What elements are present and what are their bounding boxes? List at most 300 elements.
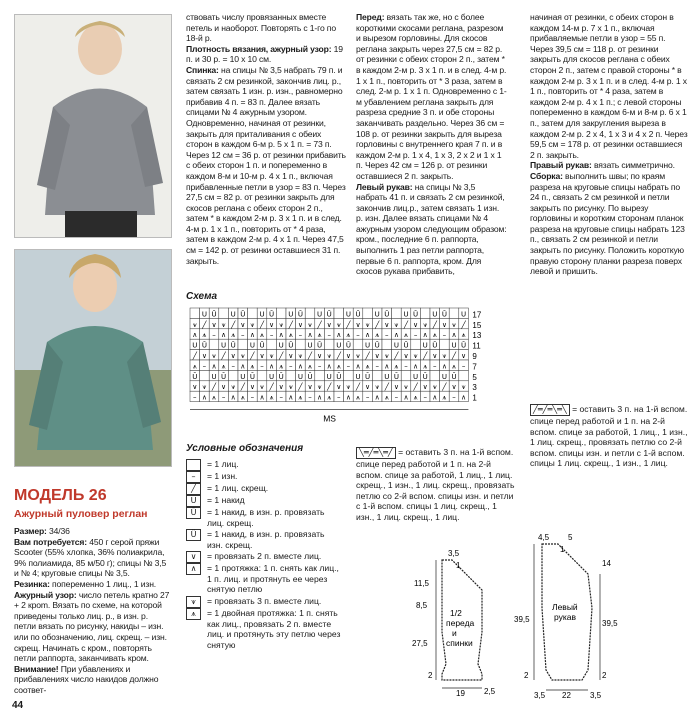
chart-cell-symbol: ∨ bbox=[432, 352, 438, 360]
sleeve-dim-10: 22 bbox=[562, 691, 571, 700]
legend-item bbox=[186, 608, 342, 650]
chart-cell-symbol: ⩛ bbox=[212, 352, 216, 360]
chart-cell-symbol: ∧ bbox=[307, 331, 313, 340]
legend-text: = 1 накид bbox=[207, 495, 245, 505]
chart-cell-symbol: – bbox=[193, 393, 197, 402]
chart-cell-symbol: ⩚ bbox=[192, 362, 197, 371]
chart-cell-symbol: ╱ bbox=[317, 320, 322, 329]
chart-title: Схема bbox=[186, 291, 218, 302]
chart-cell-symbol: Ū bbox=[374, 341, 380, 350]
legend-text: = 1 протяжка: 1 п. снять как лиц., 1 п. лиц. и протянуть ее через снятую петлю bbox=[207, 563, 339, 595]
chart-cell-symbol: ∧ bbox=[345, 393, 351, 402]
body-dim-3: 11,5 bbox=[414, 579, 429, 588]
chart-cell-symbol: ∧ bbox=[297, 362, 303, 371]
chart-cell-symbol: Ū bbox=[451, 372, 457, 381]
legend-item bbox=[186, 459, 342, 471]
chart-row-number: 9 bbox=[472, 352, 477, 361]
chart-cell-symbol: ∧ bbox=[432, 393, 438, 402]
chart-row-number: 15 bbox=[472, 320, 482, 330]
front-label: Перед: bbox=[356, 12, 385, 22]
sleeve-schematic bbox=[512, 530, 622, 700]
sleeve-dim-2: 1 bbox=[560, 545, 565, 554]
legend-item bbox=[186, 529, 342, 550]
chart-cell bbox=[401, 370, 411, 380]
right-sleeve-label: Правый рукав: bbox=[530, 160, 592, 171]
chart-cell-symbol: ∨ bbox=[365, 383, 371, 392]
chart-cell-symbol: ⩚ bbox=[269, 393, 274, 402]
chart-cell-symbol: Ū bbox=[278, 372, 284, 381]
chart-cell-symbol: U bbox=[432, 310, 438, 319]
legend-item bbox=[186, 596, 342, 608]
model-subtitle: Ажурный пуловер реглан bbox=[14, 508, 148, 520]
legend-item bbox=[186, 471, 342, 483]
chart-cell-symbol: ⩚ bbox=[432, 331, 437, 340]
sleeve-dim-4: 14 bbox=[602, 559, 611, 568]
chart-cell-symbol: – bbox=[394, 393, 399, 402]
chart-cell-symbol: ⩛ bbox=[250, 320, 255, 329]
chart-cell-symbol: ⩚ bbox=[394, 362, 399, 371]
chart-cell-symbol: – bbox=[337, 393, 341, 402]
chart-cell-symbol: ∨ bbox=[393, 383, 399, 392]
chart-cell bbox=[190, 308, 200, 318]
chart-cell-symbol: ⩚ bbox=[375, 331, 380, 340]
chart-cell-symbol: – bbox=[442, 331, 447, 340]
sleeve-dim-11: 3,5 bbox=[590, 691, 602, 700]
chart-cell-symbol: Ū bbox=[307, 372, 313, 381]
sleeve-dim-5: 39,5 bbox=[514, 615, 530, 624]
chart-row-number: 3 bbox=[472, 383, 477, 393]
chart-cell bbox=[382, 339, 392, 349]
legend-symbol: ⩛ bbox=[186, 596, 201, 608]
chart-cell-symbol: ⩛ bbox=[346, 383, 351, 392]
chart-cell-symbol: ⩚ bbox=[384, 393, 389, 402]
chart-cell-symbol: ⩚ bbox=[279, 362, 284, 371]
instructions-column-4 bbox=[530, 12, 688, 277]
body-label: 1/2 переда и спинки bbox=[446, 608, 475, 648]
legend-symbol: U bbox=[186, 495, 201, 507]
chart-cell-symbol: U bbox=[384, 372, 390, 381]
body-dim-7: 19 bbox=[456, 689, 465, 696]
sleeve-dim-9: 3,5 bbox=[534, 691, 546, 700]
chart-cell-symbol: ∧ bbox=[288, 393, 294, 402]
chart-cell-symbol: ⩛ bbox=[452, 320, 456, 329]
chart-cell-symbol: ∨ bbox=[317, 352, 323, 360]
chart-row-number: 5 bbox=[472, 372, 477, 382]
chart-cell bbox=[305, 308, 315, 318]
chart-cell-symbol: – bbox=[346, 362, 351, 371]
chart-cell-symbol: – bbox=[365, 393, 370, 402]
chart-cell-symbol: ∨ bbox=[422, 383, 428, 392]
chart-cell bbox=[267, 339, 277, 349]
chart-cell-symbol: ∧ bbox=[249, 331, 255, 340]
chart-cell bbox=[296, 339, 306, 349]
cable-left-text: = оставить 3 п. на 1-й вспом. спице перед работой и 1 п. на 2-й вспом. спице за работой, 1 лиц., 1 лиц. скрещ., 1 изн., 1 лиц. скрещ., провязать петлю со 2-й вспом. спицы изн. и петли с 1-й вспом. спицы 1 лиц. скрещ., 1 изн., 1 лиц. скрещ., 1 лиц. bbox=[356, 447, 515, 522]
chart-cell-symbol: ∨ bbox=[374, 352, 380, 360]
chart-cell-symbol: U bbox=[278, 341, 284, 350]
chart-cell-symbol: ⩛ bbox=[384, 352, 389, 360]
chart-cell-symbol: Ū bbox=[365, 372, 371, 381]
chart-cell bbox=[286, 370, 296, 380]
needs-value: 450 г серой пряжи Scooter (55% хлопка, 36% полиакрила, 9% полиамида, 85 м/50 г); спицы № 3,5 и № 4; круговые спицы № 3,5. bbox=[14, 536, 167, 579]
chart-cell-symbol: ⩛ bbox=[413, 352, 418, 360]
cable-right-text: = оставить 3 п. на 1-й вспом. спице перед работой и 1 п. на 2-й вспом. спице за работой, 1 лиц., 1 изн., 1 лиц. скрещ., провязать петлю со 2-й вспом. спицы изн. и петли с 1-й вспом. спицы 1 лиц. скрещ., 1 изн., 1 лиц. bbox=[530, 404, 688, 469]
body-schematic bbox=[410, 546, 510, 696]
chart-cell-symbol: ∨ bbox=[221, 383, 227, 392]
chart-cell-symbol: ⩛ bbox=[221, 320, 226, 329]
chart-cell-symbol: ⩚ bbox=[356, 393, 360, 402]
chart-row-number: 13 bbox=[472, 331, 482, 341]
chart-cell-symbol: ⩛ bbox=[308, 320, 312, 329]
chart-cell-symbol: ╱ bbox=[365, 352, 370, 360]
front-value: вязать так же, но с более короткими скосами реглана, разрезом и вырезом горловины. Для скосов реглана закрыть через 27,5 см = 82 р. от резинки с обеих сторон 2 п., затем * в каждом 2-м р. 3 х 1 п. и в след. 4-м р. 1 х 1 п., повторить от * 3 раза, затем в след. 2-м р. 1 х 1 п. Одновременно с 1-м убавлением реглана закрыть для разреза средние 3 п. и обе стороны заканчивать раздельно. Через 36 см = 108 р. от резинки закрыть для выреза горловины с внутреннего края 7 п. и в каждом 2-м р. 1 х 4, 1 х 3, 2 х 2 и 1 х 1 п. Через 42 см = 126 р. от резинки оставшиеся 2 п. закрыть. bbox=[356, 12, 507, 181]
legend-symbol: – bbox=[186, 471, 201, 483]
chart-cell bbox=[209, 339, 219, 349]
chart-cell-symbol: – bbox=[404, 362, 408, 371]
chart-cell-symbol: Ū bbox=[413, 310, 419, 319]
density-value: 19 п. и 30 р. = 10 х 10 см. bbox=[186, 43, 343, 65]
chart-cell bbox=[324, 339, 334, 349]
chart-cell-symbol: ⩚ bbox=[327, 393, 332, 402]
woman-grey-sweater-illustration bbox=[15, 15, 171, 237]
chart-cell-symbol: – bbox=[202, 362, 207, 371]
chart-cell-symbol: Ū bbox=[230, 341, 236, 350]
legend-item bbox=[186, 483, 342, 495]
chart-cell-symbol: ╱ bbox=[250, 352, 255, 360]
chart-cell-symbol: ∨ bbox=[345, 352, 351, 360]
cable-left-symbol: ╲═╱═╲═╱ bbox=[356, 447, 396, 459]
chart-cell-symbol: U bbox=[413, 372, 419, 381]
chart-cell-symbol: ⩚ bbox=[260, 331, 264, 340]
chart-cell-symbol: Ū bbox=[441, 310, 447, 319]
chart-cell-symbol: ⩛ bbox=[279, 320, 284, 329]
chart-cell-symbol: – bbox=[269, 331, 274, 340]
legend-text: = 1 изн. bbox=[207, 471, 238, 481]
chart-cell-symbol: ⩛ bbox=[394, 320, 399, 329]
chart-cell-symbol: Ū bbox=[326, 310, 332, 319]
legend-item bbox=[186, 495, 342, 507]
chart-cell-symbol: ⩛ bbox=[461, 383, 466, 392]
size-label: Размер: bbox=[14, 526, 47, 536]
chart-cell-symbol: ∧ bbox=[192, 331, 198, 340]
chart-cell-symbol: ∨ bbox=[211, 320, 217, 329]
chart-cell-symbol: ╱ bbox=[346, 320, 351, 329]
chart-cell bbox=[200, 370, 210, 380]
chart-cell-symbol: ∨ bbox=[201, 352, 207, 360]
sleeve-dim-6: 39,5 bbox=[602, 619, 618, 628]
chart-cell-symbol: Ū bbox=[201, 341, 207, 350]
chart-cell-symbol: ∨ bbox=[278, 383, 284, 392]
chart-cell-symbol: – bbox=[250, 393, 255, 402]
chart-cell-symbol: ∨ bbox=[249, 383, 255, 392]
chart-cell bbox=[344, 370, 354, 380]
chart-cell-symbol: ⩛ bbox=[192, 320, 197, 329]
chart-cell-symbol: ╱ bbox=[231, 320, 236, 329]
legend-symbol: ╱ bbox=[186, 483, 201, 495]
chart-cell-symbol: ∧ bbox=[336, 331, 342, 340]
chart-cell-symbol: ∨ bbox=[355, 320, 361, 329]
chart-cell-symbol: ∨ bbox=[307, 383, 313, 392]
chart-cell-symbol: ⩚ bbox=[202, 331, 207, 340]
chart-cell-symbol: ╱ bbox=[375, 320, 380, 329]
chart-cell-symbol: – bbox=[289, 362, 293, 371]
body-dim-4: 8,5 bbox=[416, 601, 428, 610]
woman-teal-sweater-illustration bbox=[15, 250, 171, 466]
chart-cell-symbol: U bbox=[441, 372, 447, 381]
legend-symbol: ⩚ bbox=[186, 608, 201, 620]
chart-cell-symbol: Ū bbox=[355, 310, 361, 319]
chart-cell-symbol: ∧ bbox=[230, 393, 236, 402]
chart-cell-symbol: ╱ bbox=[442, 383, 447, 392]
chart-cell-symbol: Ū bbox=[221, 372, 227, 381]
chart-cell bbox=[440, 339, 450, 349]
chart-cell-symbol: ∨ bbox=[451, 383, 457, 392]
chart-cell-symbol: ∧ bbox=[422, 331, 428, 340]
chart-cell-symbol: ╱ bbox=[451, 352, 457, 360]
chart-cell-symbol: ⩛ bbox=[327, 352, 332, 360]
chart-cell-symbol: U bbox=[297, 372, 303, 381]
density-label: Плотность вязания, ажурный узор: bbox=[186, 43, 332, 54]
chart-cell bbox=[228, 370, 238, 380]
chart-cell-symbol: ╱ bbox=[413, 383, 418, 392]
assembly-label: Сборка: bbox=[530, 170, 563, 181]
cable-right-symbol: ╱═╱═╲═╲ bbox=[530, 404, 570, 416]
chart-cell-symbol: ╱ bbox=[259, 320, 265, 329]
chart-cell-symbol: ╱ bbox=[403, 320, 409, 329]
chart-cell bbox=[392, 308, 402, 318]
chart-cell-symbol: ⩛ bbox=[375, 383, 380, 392]
cable-pattern-right bbox=[530, 404, 688, 469]
chart-cell-symbol: ⩛ bbox=[365, 320, 370, 329]
chart-cell-symbol: U bbox=[307, 341, 313, 350]
chart-cell-symbol: U bbox=[192, 341, 198, 350]
chart-cell-symbol: – bbox=[279, 393, 283, 402]
chart-row-number: 1 bbox=[472, 393, 477, 403]
chart-cell bbox=[238, 339, 248, 349]
body-dim-1: 3,5 bbox=[448, 549, 460, 558]
chart-cell-symbol: U bbox=[336, 341, 342, 350]
model-photo-2 bbox=[14, 249, 172, 467]
chart-cell-symbol: Ū bbox=[297, 310, 303, 319]
chart-cell-symbol: ⩛ bbox=[356, 352, 360, 360]
back-value: на спицы № 3,5 набрать 79 п. и связать 2 см резинкой, закончив лиц. р., затем связать 1 изн. р. изн., равномерно прибавив 4 п. = 83 п. Далее вязать спицами № 4 ажурным узором. Одновременно, начиная от резинки, закрыть для приталивания с обеих сторон в каждом 6-м р. 5 х 1 п. = 73 п. Через 12 см = 36 р. от резинки прибавить с обеих сторон 1 п. и попеременно в каждом 8-м и 10-м р. 4 х 1 п., включая прибавленные петли в узор = 83 п. Через 27,5 см = 82 р. от резинки закрыть для скосов реглана с обеих сторон 2 п., затем * в каждом 2-м р. 3 х 1 п. и в след. 4-м р. 1 х 1 п., повторить от * 4 раза, затем в каждом 2-м р. 4 х 1 п. Через 47,5 см = 142 р. от резинки оставшиеся 31 п. закрыть. bbox=[186, 64, 346, 266]
chart-cell-symbol: ╱ bbox=[288, 320, 293, 329]
continuation-text: ствовать числу провязанных вместе петель и наоборот. Повторять с 1-го по 18-й р. bbox=[186, 12, 336, 44]
legend-title: Условные обозначения bbox=[186, 443, 304, 454]
chart-cell-symbol: ╱ bbox=[240, 383, 245, 392]
chart-cell-symbol: ╱ bbox=[221, 352, 226, 360]
legend-symbol bbox=[186, 459, 201, 471]
chart-cell-symbol: U bbox=[461, 310, 467, 319]
chart-cell-symbol: U bbox=[201, 310, 207, 319]
chart-cell-symbol: Ū bbox=[461, 341, 467, 350]
chart-cell-symbol: ⩚ bbox=[404, 331, 408, 340]
chart-cell-symbol: ∧ bbox=[413, 362, 419, 371]
chart-cell-symbol: ╱ bbox=[384, 383, 389, 392]
chart-cell-symbol: ∧ bbox=[393, 331, 399, 340]
chart-cell-symbol: – bbox=[433, 362, 437, 371]
chart-cell bbox=[459, 370, 469, 380]
chart-row-number: 7 bbox=[472, 362, 477, 372]
chart-cell-symbol: ∧ bbox=[365, 331, 371, 340]
right-sleeve-value: вязать симметрично. bbox=[593, 160, 675, 171]
chart-cell-symbol: ⩚ bbox=[413, 393, 418, 402]
chart-cell-symbol: Ū bbox=[211, 310, 217, 319]
chart-cell-symbol: ⩚ bbox=[452, 362, 456, 371]
chart-cell-symbol: ∧ bbox=[278, 331, 284, 340]
chart-cell-symbol: ⩚ bbox=[423, 362, 428, 371]
legend-symbol: ∧ bbox=[186, 563, 201, 575]
chart-cell-symbol: U bbox=[221, 341, 227, 350]
chart-cell-symbol: ⩛ bbox=[298, 352, 303, 360]
materials-column bbox=[14, 526, 172, 696]
chart-cell-symbol: U bbox=[365, 341, 371, 350]
chart-cell-symbol: ⩚ bbox=[231, 331, 236, 340]
chart-cell-symbol: ╱ bbox=[394, 352, 399, 360]
chart-cell-symbol: ∨ bbox=[192, 383, 198, 392]
instructions-column-2 bbox=[186, 12, 346, 266]
chart-cell-symbol: ╱ bbox=[336, 352, 341, 360]
chart-cell-symbol: Ū bbox=[393, 372, 399, 381]
chart-cell-symbol: ╱ bbox=[192, 352, 197, 360]
chart-cell bbox=[420, 308, 430, 318]
body-dim-5: 27,5 bbox=[412, 639, 428, 648]
chart-cell-symbol: ∧ bbox=[326, 362, 332, 371]
chart-cell-symbol: ∧ bbox=[403, 393, 409, 402]
chart-cell-symbol: ╱ bbox=[211, 383, 217, 392]
lace-value: число петель кратно 27 + 2 крom. Вязать по схеме, на которой приведены только лиц. р., в изн. р. петли вязать по рисунку, накиды – изн. или по обозначению, лиц. скрещ. – изн. скрещ. Начинать с кром., повторять петли раппорта, заканчивать кром. bbox=[14, 589, 170, 664]
rib-value: попеременно 1 лиц., 1 изн. bbox=[52, 578, 157, 589]
sleeve-dim-8: 2 bbox=[602, 671, 607, 680]
chart-cell-symbol: ∧ bbox=[240, 362, 246, 371]
chart-cell-symbol: Ū bbox=[240, 310, 246, 319]
chart-cell-symbol: – bbox=[452, 393, 456, 402]
chart-cell-symbol: ∧ bbox=[374, 393, 380, 402]
chart-cell-symbol: ∧ bbox=[355, 362, 361, 371]
chart-cell-symbol: U bbox=[288, 310, 294, 319]
chart-cell-symbol: ╱ bbox=[355, 383, 361, 392]
legend-text: = провязать 3 п. вместе лиц. bbox=[207, 596, 322, 606]
chart-cell-symbol: U bbox=[374, 310, 380, 319]
chart-cell-symbol: U bbox=[393, 341, 399, 350]
legend-item bbox=[186, 563, 342, 595]
chart-cell-symbol: U bbox=[345, 310, 351, 319]
chart-cell-symbol: – bbox=[413, 331, 418, 340]
chart-cell-symbol: ⩛ bbox=[269, 352, 274, 360]
chart-cell-symbol: – bbox=[423, 393, 427, 402]
chart-cell-symbol: ⩚ bbox=[221, 362, 226, 371]
chart-cell-symbol: – bbox=[461, 362, 466, 371]
chart-cell-symbol: – bbox=[375, 362, 379, 371]
chart-cell-symbol: ⩚ bbox=[250, 362, 255, 371]
legend-text: = 1 накид, в изн. р. провязать лиц. скрещ. bbox=[207, 507, 325, 528]
chart-cell-symbol: Ū bbox=[317, 341, 323, 350]
chart-cell-symbol: ⩚ bbox=[288, 331, 293, 340]
rib-label: Резинка: bbox=[14, 578, 50, 589]
chart-cell-symbol: U bbox=[249, 341, 255, 350]
legend-symbol: ∨ bbox=[186, 551, 201, 563]
chart-cell-symbol: – bbox=[385, 331, 389, 340]
chart-cell-symbol: ⩚ bbox=[461, 331, 466, 340]
chart-cell-symbol: ∨ bbox=[297, 320, 303, 329]
chart-cell-symbol: ╱ bbox=[298, 383, 303, 392]
attention-value: При убавлениях и прибавлениях число накидов должно соответ- bbox=[14, 663, 159, 695]
chart-cell-symbol: U bbox=[230, 310, 236, 319]
size-value: 34/36 bbox=[49, 526, 70, 536]
chart-cell-symbol: Ū bbox=[384, 310, 390, 319]
chart-cell-symbol: – bbox=[298, 331, 303, 340]
chart-cell-symbol: U bbox=[422, 341, 428, 350]
chart-row-number: 11 bbox=[472, 341, 481, 351]
chart-cell-symbol: – bbox=[231, 362, 235, 371]
chart-cell-symbol: ∧ bbox=[259, 393, 265, 402]
chart-cell-symbol: ∧ bbox=[269, 362, 275, 371]
chart-cell-symbol: Ū bbox=[192, 372, 198, 381]
chart-cell-symbol: Ū bbox=[403, 341, 409, 350]
chart-cell-symbol: – bbox=[260, 362, 264, 371]
chart-cell-symbol: ⩚ bbox=[346, 331, 351, 340]
chart-cell-symbol: ⩚ bbox=[317, 331, 322, 340]
chart-cell-symbol: U bbox=[326, 372, 332, 381]
chart-cell-symbol: ∨ bbox=[259, 352, 265, 360]
chart-cell-symbol: Ū bbox=[288, 341, 294, 350]
chart-cell-symbol: ⩛ bbox=[423, 320, 428, 329]
chart-cell-symbol: U bbox=[317, 310, 323, 319]
body-dim-6: 2 bbox=[428, 671, 433, 680]
cable-pattern-left bbox=[356, 447, 516, 523]
chart-cell-symbol: ⩛ bbox=[404, 383, 408, 392]
chart-cell-symbol: ∨ bbox=[461, 352, 467, 360]
chart-ms-label: MS bbox=[323, 413, 336, 422]
chart-cell-symbol: U bbox=[269, 372, 275, 381]
chart-cell-symbol: ∧ bbox=[211, 362, 217, 371]
chart-cell-symbol: ⩛ bbox=[317, 383, 322, 392]
chart-cell-symbol: ∨ bbox=[336, 383, 342, 392]
chart-cell-symbol: ⩛ bbox=[240, 352, 245, 360]
chart-cell-symbol: ∨ bbox=[326, 320, 332, 329]
chart-cell bbox=[219, 308, 229, 318]
chart-cell-symbol: ╱ bbox=[269, 383, 274, 392]
chart-cell-symbol: ╱ bbox=[202, 320, 207, 329]
chart-cell-symbol: – bbox=[221, 393, 226, 402]
chart-cell-symbol: – bbox=[308, 393, 312, 402]
chart-cell-symbol: ∧ bbox=[384, 362, 390, 371]
chart-cell-symbol: ╱ bbox=[432, 320, 437, 329]
chart-cell-symbol: ⩛ bbox=[442, 352, 447, 360]
body-dim-2: 1 bbox=[456, 561, 461, 570]
chart-cell-symbol: ⩛ bbox=[202, 383, 207, 392]
chart-cell-symbol: ⩛ bbox=[260, 383, 264, 392]
chart-cell-symbol: – bbox=[356, 331, 360, 340]
chart-cell bbox=[315, 370, 325, 380]
chart-cell-symbol: ∨ bbox=[269, 320, 275, 329]
back-label: Спинка: bbox=[186, 64, 219, 75]
chart-cell-symbol: ⩛ bbox=[432, 383, 437, 392]
chart-cell-symbol: ∨ bbox=[441, 320, 447, 329]
chart-cell bbox=[430, 370, 440, 380]
left-sleeve-value: на спицы № 3,5 набрать 41 п. и связать 2 см резинкой, закончив лиц.р., затем связать 1 изн. р. изн. Далее вязать спицами № 4 ажурным узором следующим образом: кром., последние 6 п. раппорта, выполнить 1 раз петли раппорта, первые 6 п. раппорта, кром. Для скосов рукава прибавить, bbox=[356, 181, 507, 277]
sleeve-continuation: начиная от резинки, с обеих сторон в каждом 14-м р. 7 х 1 п., включая прибавляемые петли в узор = 55 п. Через 39,5 см = 118 р. от резинки закрыть для скосов реглана с обеих сторон 2 п., затем с правой стороны * в каждом 2-м р. 3 х 1 п. и в след. 4-м р. 1 х 1 п., повторить от * 4 раза, затем в каждом 2-м р. 4 х 1 п.; с левой стороны попеременно в каждом 6-м и 8-м р. 6 х 1 п., затем для закругления выреза в каждом 2-м р. 2 х 4, 1 х 3 и 4 х 2 п. Через 59,5 см = 178 р. от резинки оставшиеся 2 п. закрыть. bbox=[530, 12, 688, 160]
chart-cell-symbol: ∧ bbox=[317, 393, 323, 402]
chart-cell-symbol: U bbox=[451, 341, 457, 350]
lace-label: Ажурный узор: bbox=[14, 589, 77, 600]
chart-cell-symbol: ∨ bbox=[403, 352, 409, 360]
chart-cell-symbol: ╱ bbox=[307, 352, 313, 360]
chart-cell-symbol: ⩚ bbox=[298, 393, 303, 402]
legend-text: = 1 накид, в изн. р. провязать изн. скрещ. bbox=[207, 529, 325, 550]
chart-cell-symbol: ⩛ bbox=[288, 383, 293, 392]
body-dim-8: 2,5 bbox=[484, 687, 496, 696]
chart-cell-symbol: Ū bbox=[259, 341, 265, 350]
